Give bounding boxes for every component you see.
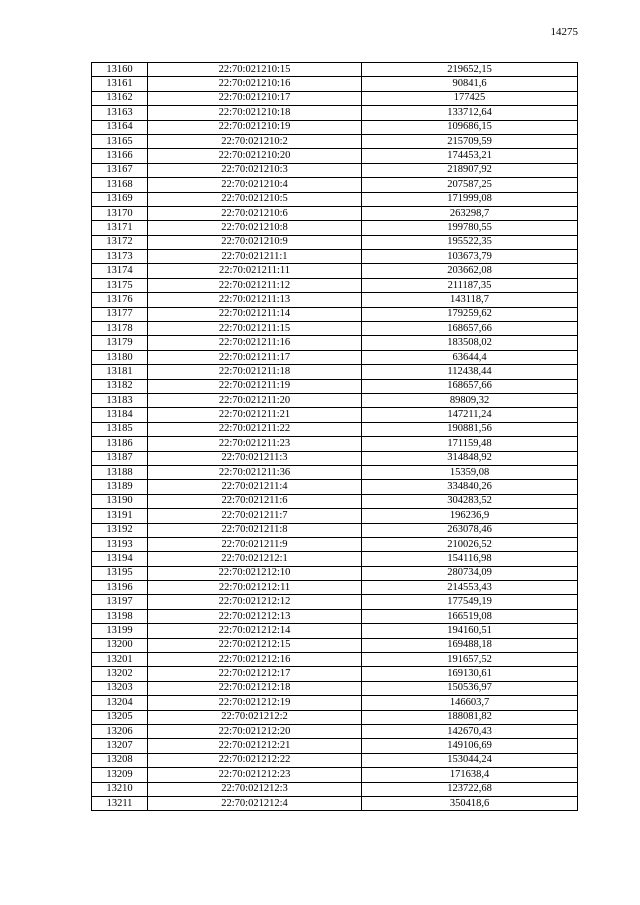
page-number: 14275 bbox=[550, 26, 578, 38]
cadastral-number-cell: 22:70:021211:7 bbox=[148, 509, 362, 523]
cadastral-number-cell: 22:70:021211:14 bbox=[148, 307, 362, 321]
cadastral-number-cell: 22:70:021210:2 bbox=[148, 134, 362, 148]
cadastral-value-cell: 89809,32 bbox=[362, 393, 578, 407]
table-row bbox=[92, 221, 578, 235]
row-number-cell: 13180 bbox=[92, 350, 148, 364]
row-number-cell: 13200 bbox=[92, 638, 148, 652]
cadastral-number-cell: 22:70:021211:19 bbox=[148, 379, 362, 393]
cadastral-number-cell: 22:70:021211:15 bbox=[148, 322, 362, 336]
cadastral-value-cell: 166519,08 bbox=[362, 609, 578, 623]
cadastral-number-cell: 22:70:021211:16 bbox=[148, 336, 362, 350]
row-number-cell: 13198 bbox=[92, 609, 148, 623]
table-row bbox=[92, 149, 578, 163]
cadastral-number-cell: 22:70:021212:2 bbox=[148, 710, 362, 724]
cadastral-value-cell: 314848,92 bbox=[362, 451, 578, 465]
table-row bbox=[92, 192, 578, 206]
cadastral-value-cell: 177425 bbox=[362, 91, 578, 105]
cadastral-value-cell: 263078,46 bbox=[362, 523, 578, 537]
table-row bbox=[92, 278, 578, 292]
table-row bbox=[92, 134, 578, 148]
table-row bbox=[92, 250, 578, 264]
table-row bbox=[92, 494, 578, 508]
table-row bbox=[92, 595, 578, 609]
cadastral-number-cell: 22:70:021212:19 bbox=[148, 696, 362, 710]
row-number-cell: 13194 bbox=[92, 552, 148, 566]
cadastral-value-cell: 150536,97 bbox=[362, 681, 578, 695]
table-row bbox=[92, 206, 578, 220]
cadastral-value-cell: 171999,08 bbox=[362, 192, 578, 206]
cadastral-value-cell: 146603,7 bbox=[362, 696, 578, 710]
cadastral-value-cell: 171638,4 bbox=[362, 768, 578, 782]
row-number-cell: 13169 bbox=[92, 192, 148, 206]
cadastral-number-cell: 22:70:021212:20 bbox=[148, 724, 362, 738]
table-row bbox=[92, 350, 578, 364]
cadastral-number-cell: 22:70:021212:22 bbox=[148, 753, 362, 767]
cadastral-value-table bbox=[91, 62, 578, 811]
cadastral-value-cell: 154116,98 bbox=[362, 552, 578, 566]
cadastral-number-cell: 22:70:021211:6 bbox=[148, 494, 362, 508]
table-row bbox=[92, 653, 578, 667]
table-row bbox=[92, 322, 578, 336]
cadastral-number-cell: 22:70:021211:9 bbox=[148, 537, 362, 551]
row-number-cell: 13206 bbox=[92, 724, 148, 738]
table-row bbox=[92, 408, 578, 422]
row-number-cell: 13190 bbox=[92, 494, 148, 508]
row-number-cell: 13161 bbox=[92, 77, 148, 91]
cadastral-number-cell: 22:70:021210:5 bbox=[148, 192, 362, 206]
row-number-cell: 13166 bbox=[92, 149, 148, 163]
table-row bbox=[92, 293, 578, 307]
table-row bbox=[92, 480, 578, 494]
row-number-cell: 13210 bbox=[92, 782, 148, 796]
cadastral-value-cell: 171159,48 bbox=[362, 437, 578, 451]
row-number-cell: 13211 bbox=[92, 796, 148, 810]
table-row bbox=[92, 753, 578, 767]
table-row bbox=[92, 782, 578, 796]
cadastral-value-cell: 263298,7 bbox=[362, 206, 578, 220]
table-row bbox=[92, 667, 578, 681]
cadastral-number-cell: 22:70:021211:11 bbox=[148, 264, 362, 278]
row-number-cell: 13185 bbox=[92, 422, 148, 436]
cadastral-value-cell: 168657,66 bbox=[362, 322, 578, 336]
table-row bbox=[92, 451, 578, 465]
cadastral-value-cell: 169488,18 bbox=[362, 638, 578, 652]
row-number-cell: 13175 bbox=[92, 278, 148, 292]
row-number-cell: 13205 bbox=[92, 710, 148, 724]
cadastral-value-cell: 214553,43 bbox=[362, 581, 578, 595]
cadastral-value-cell: 153044,24 bbox=[362, 753, 578, 767]
table-row bbox=[92, 77, 578, 91]
cadastral-value-cell: 90841,6 bbox=[362, 77, 578, 91]
table-row bbox=[92, 163, 578, 177]
cadastral-number-cell: 22:70:021212:17 bbox=[148, 667, 362, 681]
row-number-cell: 13201 bbox=[92, 653, 148, 667]
row-number-cell: 13176 bbox=[92, 293, 148, 307]
cadastral-value-cell: 203662,08 bbox=[362, 264, 578, 278]
row-number-cell: 13203 bbox=[92, 681, 148, 695]
cadastral-value-cell: 109686,15 bbox=[362, 120, 578, 134]
table-row bbox=[92, 681, 578, 695]
cadastral-value-cell: 191657,52 bbox=[362, 653, 578, 667]
row-number-cell: 13174 bbox=[92, 264, 148, 278]
table-row bbox=[92, 106, 578, 120]
row-number-cell: 13209 bbox=[92, 768, 148, 782]
row-number-cell: 13163 bbox=[92, 106, 148, 120]
table-row bbox=[92, 537, 578, 551]
cadastral-value-cell: 15359,08 bbox=[362, 465, 578, 479]
row-number-cell: 13178 bbox=[92, 322, 148, 336]
cadastral-value-cell: 169130,61 bbox=[362, 667, 578, 681]
cadastral-number-cell: 22:70:021211:18 bbox=[148, 365, 362, 379]
cadastral-value-cell: 219652,15 bbox=[362, 63, 578, 77]
cadastral-number-cell: 22:70:021212:13 bbox=[148, 609, 362, 623]
table-row bbox=[92, 566, 578, 580]
cadastral-value-cell: 194160,51 bbox=[362, 624, 578, 638]
row-number-cell: 13171 bbox=[92, 221, 148, 235]
cadastral-number-cell: 22:70:021210:9 bbox=[148, 235, 362, 249]
row-number-cell: 13177 bbox=[92, 307, 148, 321]
cadastral-number-cell: 22:70:021210:8 bbox=[148, 221, 362, 235]
row-number-cell: 13189 bbox=[92, 480, 148, 494]
row-number-cell: 13164 bbox=[92, 120, 148, 134]
cadastral-value-cell: 183508,02 bbox=[362, 336, 578, 350]
table-row bbox=[92, 120, 578, 134]
cadastral-number-cell: 22:70:021211:36 bbox=[148, 465, 362, 479]
cadastral-number-cell: 22:70:021210:20 bbox=[148, 149, 362, 163]
row-number-cell: 13199 bbox=[92, 624, 148, 638]
row-number-cell: 13187 bbox=[92, 451, 148, 465]
table-row bbox=[92, 509, 578, 523]
cadastral-value-cell: 210026,52 bbox=[362, 537, 578, 551]
table-row bbox=[92, 796, 578, 810]
cadastral-value-cell: 63644,4 bbox=[362, 350, 578, 364]
cadastral-number-cell: 22:70:021210:4 bbox=[148, 178, 362, 192]
cadastral-value-cell: 190881,56 bbox=[362, 422, 578, 436]
row-number-cell: 13184 bbox=[92, 408, 148, 422]
table-row bbox=[92, 379, 578, 393]
table-row bbox=[92, 437, 578, 451]
cadastral-number-cell: 22:70:021211:23 bbox=[148, 437, 362, 451]
cadastral-number-cell: 22:70:021212:3 bbox=[148, 782, 362, 796]
row-number-cell: 13186 bbox=[92, 437, 148, 451]
table-row bbox=[92, 336, 578, 350]
row-number-cell: 13162 bbox=[92, 91, 148, 105]
cadastral-number-cell: 22:70:021210:15 bbox=[148, 63, 362, 77]
cadastral-number-cell: 22:70:021211:22 bbox=[148, 422, 362, 436]
row-number-cell: 13192 bbox=[92, 523, 148, 537]
cadastral-number-cell: 22:70:021211:21 bbox=[148, 408, 362, 422]
cadastral-number-cell: 22:70:021210:19 bbox=[148, 120, 362, 134]
cadastral-value-cell: 350418,6 bbox=[362, 796, 578, 810]
cadastral-number-cell: 22:70:021211:8 bbox=[148, 523, 362, 537]
cadastral-value-cell: 195522,35 bbox=[362, 235, 578, 249]
cadastral-value-cell: 123722,68 bbox=[362, 782, 578, 796]
row-number-cell: 13182 bbox=[92, 379, 148, 393]
row-number-cell: 13197 bbox=[92, 595, 148, 609]
cadastral-number-cell: 22:70:021210:3 bbox=[148, 163, 362, 177]
table-row bbox=[92, 91, 578, 105]
row-number-cell: 13195 bbox=[92, 566, 148, 580]
table-body bbox=[92, 63, 578, 811]
cadastral-value-cell: 188081,82 bbox=[362, 710, 578, 724]
cadastral-number-cell: 22:70:021210:16 bbox=[148, 77, 362, 91]
table-row bbox=[92, 768, 578, 782]
table-row bbox=[92, 235, 578, 249]
cadastral-value-cell: 174453,21 bbox=[362, 149, 578, 163]
cadastral-value-cell: 207587,25 bbox=[362, 178, 578, 192]
cadastral-number-cell: 22:70:021211:17 bbox=[148, 350, 362, 364]
cadastral-number-cell: 22:70:021212:23 bbox=[148, 768, 362, 782]
cadastral-value-cell: 142670,43 bbox=[362, 724, 578, 738]
cadastral-value-cell: 211187,35 bbox=[362, 278, 578, 292]
table-row bbox=[92, 710, 578, 724]
row-number-cell: 13160 bbox=[92, 63, 148, 77]
cadastral-number-cell: 22:70:021212:1 bbox=[148, 552, 362, 566]
table-row bbox=[92, 63, 578, 77]
table-row bbox=[92, 581, 578, 595]
table-row bbox=[92, 609, 578, 623]
table-row bbox=[92, 307, 578, 321]
cadastral-number-cell: 22:70:021211:1 bbox=[148, 250, 362, 264]
table-row bbox=[92, 523, 578, 537]
row-number-cell: 13172 bbox=[92, 235, 148, 249]
cadastral-number-cell: 22:70:021212:12 bbox=[148, 595, 362, 609]
cadastral-number-cell: 22:70:021210:17 bbox=[148, 91, 362, 105]
cadastral-value-cell: 177549,19 bbox=[362, 595, 578, 609]
row-number-cell: 13183 bbox=[92, 393, 148, 407]
table-row bbox=[92, 739, 578, 753]
row-number-cell: 13179 bbox=[92, 336, 148, 350]
row-number-cell: 13193 bbox=[92, 537, 148, 551]
cadastral-value-cell: 149106,69 bbox=[362, 739, 578, 753]
cadastral-number-cell: 22:70:021211:3 bbox=[148, 451, 362, 465]
row-number-cell: 13204 bbox=[92, 696, 148, 710]
cadastral-number-cell: 22:70:021210:18 bbox=[148, 106, 362, 120]
cadastral-value-cell: 280734,09 bbox=[362, 566, 578, 580]
cadastral-number-cell: 22:70:021211:13 bbox=[148, 293, 362, 307]
cadastral-number-cell: 22:70:021212:11 bbox=[148, 581, 362, 595]
cadastral-value-cell: 304283,52 bbox=[362, 494, 578, 508]
table-row bbox=[92, 393, 578, 407]
row-number-cell: 13191 bbox=[92, 509, 148, 523]
table-row bbox=[92, 422, 578, 436]
row-number-cell: 13181 bbox=[92, 365, 148, 379]
table-row bbox=[92, 724, 578, 738]
cadastral-number-cell: 22:70:021211:12 bbox=[148, 278, 362, 292]
cadastral-value-cell: 112438,44 bbox=[362, 365, 578, 379]
cadastral-value-cell: 179259,62 bbox=[362, 307, 578, 321]
cadastral-number-cell: 22:70:021212:10 bbox=[148, 566, 362, 580]
table-row bbox=[92, 178, 578, 192]
row-number-cell: 13167 bbox=[92, 163, 148, 177]
row-number-cell: 13165 bbox=[92, 134, 148, 148]
row-number-cell: 13207 bbox=[92, 739, 148, 753]
cadastral-value-cell: 168657,66 bbox=[362, 379, 578, 393]
cadastral-number-cell: 22:70:021212:15 bbox=[148, 638, 362, 652]
cadastral-number-cell: 22:70:021212:18 bbox=[148, 681, 362, 695]
row-number-cell: 13168 bbox=[92, 178, 148, 192]
cadastral-number-cell: 22:70:021211:4 bbox=[148, 480, 362, 494]
cadastral-value-cell: 103673,79 bbox=[362, 250, 578, 264]
row-number-cell: 13196 bbox=[92, 581, 148, 595]
row-number-cell: 13208 bbox=[92, 753, 148, 767]
row-number-cell: 13202 bbox=[92, 667, 148, 681]
cadastral-value-cell: 147211,24 bbox=[362, 408, 578, 422]
cadastral-number-cell: 22:70:021212:14 bbox=[148, 624, 362, 638]
table-row bbox=[92, 638, 578, 652]
cadastral-number-cell: 22:70:021212:21 bbox=[148, 739, 362, 753]
row-number-cell: 13188 bbox=[92, 465, 148, 479]
cadastral-value-cell: 133712,64 bbox=[362, 106, 578, 120]
cadastral-value-cell: 196236,9 bbox=[362, 509, 578, 523]
cadastral-number-cell: 22:70:021212:4 bbox=[148, 796, 362, 810]
table-row bbox=[92, 696, 578, 710]
cadastral-value-cell: 143118,7 bbox=[362, 293, 578, 307]
cadastral-value-cell: 218907,92 bbox=[362, 163, 578, 177]
table-row bbox=[92, 264, 578, 278]
cadastral-value-cell: 199780,55 bbox=[362, 221, 578, 235]
table-row bbox=[92, 465, 578, 479]
cadastral-value-cell: 334840,26 bbox=[362, 480, 578, 494]
table-row bbox=[92, 552, 578, 566]
row-number-cell: 13170 bbox=[92, 206, 148, 220]
cadastral-number-cell: 22:70:021211:20 bbox=[148, 393, 362, 407]
row-number-cell: 13173 bbox=[92, 250, 148, 264]
cadastral-value-cell: 215709,59 bbox=[362, 134, 578, 148]
cadastral-number-cell: 22:70:021210:6 bbox=[148, 206, 362, 220]
cadastral-number-cell: 22:70:021212:16 bbox=[148, 653, 362, 667]
table-row bbox=[92, 365, 578, 379]
table-row bbox=[92, 624, 578, 638]
